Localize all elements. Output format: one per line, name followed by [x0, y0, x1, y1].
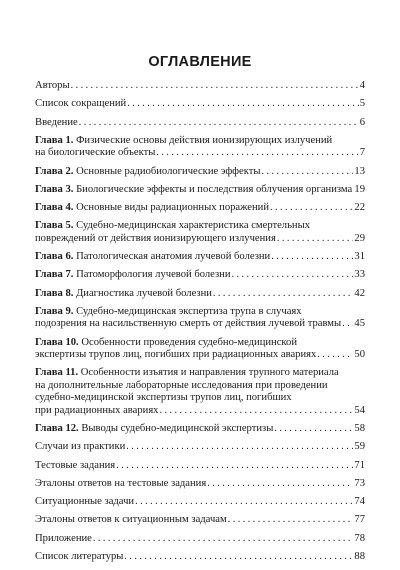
chapter-number: Глава 3.	[35, 183, 74, 195]
entry-title: Патоморфология лучевой болезни	[76, 269, 231, 281]
toc-entry	[35, 306, 365, 331]
entry-title: при радиационных авариях	[35, 404, 159, 416]
entry-title-line: Судебно-медицинская экспертиза трупа в случаях	[76, 306, 302, 318]
chapter-number: Глава 1.	[35, 134, 74, 146]
dot-leader	[271, 251, 353, 263]
entry-title: Случаи из практики	[35, 441, 126, 453]
page-number: 6	[359, 116, 365, 128]
dot-leader	[274, 423, 353, 435]
dot-leader	[116, 460, 353, 472]
entry-title: повреждений от действия ионизирующего излучения	[35, 232, 276, 244]
entry-title: Список литературы	[35, 551, 124, 563]
dot-leader	[277, 233, 354, 245]
chapter-number: Глава 12.	[35, 423, 79, 434]
entry-title: Список сокращений	[35, 98, 127, 110]
toc-entry	[35, 514, 365, 526]
chapter-number: Глава 4.	[35, 202, 74, 214]
entry-title: Приложение	[35, 532, 92, 544]
toc-entry	[35, 533, 365, 545]
dot-leader	[228, 514, 354, 526]
toc-entry	[35, 288, 365, 300]
page-number: 33	[354, 269, 365, 281]
entry-title: Основные радиобиологические эффекты	[76, 165, 261, 177]
page-number: 88	[354, 551, 365, 563]
dot-leader	[79, 117, 359, 129]
chapter-number: Глава 11.	[35, 367, 79, 379]
entry-title: Основные виды радиационных поражений	[76, 202, 270, 214]
entry-title-line: Физические основы действия ионизирующих излучений	[76, 134, 333, 146]
toc-entry	[35, 80, 365, 92]
page-number: 78	[354, 532, 365, 544]
chapter-number: Глава 2.	[35, 165, 74, 177]
dot-leader	[124, 551, 353, 563]
page-number: 31	[354, 251, 365, 263]
dot-leader	[71, 80, 359, 92]
toc-entry	[35, 117, 365, 129]
toc-entry	[35, 135, 365, 160]
entry-title: Тестовые задания	[35, 459, 116, 471]
page-number: 42	[354, 287, 365, 299]
entry-title-line: судебно-медицинской экспертизы трупов лиц, погибших	[35, 392, 292, 404]
entry-title-line: на дополнительные лабораторные исследования при проведении	[35, 379, 328, 391]
chapter-number: Глава 10.	[35, 336, 79, 348]
entry-title: на биологические объекты	[35, 147, 156, 159]
chapter-number: Глава 5.	[35, 220, 74, 232]
page-number: 77	[354, 514, 365, 526]
entry-title: Эталоны ответов к ситуационным задачам	[35, 514, 227, 526]
page-number: 54	[354, 404, 365, 416]
entry-title: Авторы	[35, 80, 70, 91]
entry-title-line: Судебно-медицинская характеристика смертельных	[76, 220, 311, 232]
toc-entry	[35, 202, 365, 214]
toc-entry	[35, 220, 365, 245]
page-number: 7	[359, 147, 365, 159]
entry-title: Эталоны ответов на тестовые задания	[35, 477, 207, 489]
dot-leader	[135, 496, 353, 508]
dot-leader	[232, 269, 354, 281]
toc-entry	[35, 251, 365, 263]
entry-title: Патологическая анатомия лучевой болезни	[76, 251, 271, 263]
chapter-number: Глава 6.	[35, 251, 74, 263]
page-number: 58	[354, 423, 365, 434]
page-number: 50	[354, 349, 365, 361]
dot-leader	[126, 441, 353, 453]
page-number: 71	[354, 459, 365, 471]
toc-entry	[35, 367, 365, 417]
dot-leader	[317, 349, 353, 361]
entry-title: экспертизы трупов лиц, погибших при радиационных авариях	[35, 349, 317, 361]
toc-entry	[35, 184, 365, 196]
page-number: 73	[354, 477, 365, 489]
entry-title-line: Особенности изъятия и направления трупного материала	[80, 367, 339, 379]
toc-entry	[35, 337, 365, 362]
dot-leader	[270, 202, 353, 214]
page-number: 4	[359, 80, 365, 91]
dot-leader	[159, 405, 353, 417]
dot-leader	[213, 288, 353, 300]
toc-entry	[35, 478, 365, 490]
dot-leader	[93, 533, 354, 545]
dot-leader	[127, 98, 358, 110]
entry-title: Биологические эффекты и последствия облучения организма	[76, 183, 353, 195]
table-of-contents	[35, 80, 365, 569]
entry-title: Диагностика лучевой болезни	[76, 287, 212, 299]
toc-entry	[35, 551, 365, 563]
page-number: 22	[354, 202, 365, 214]
dot-leader	[156, 147, 358, 159]
entry-title-line: Особенности проведения судебно-медицинской	[81, 336, 298, 348]
page-title: ОГЛАВЛЕНИЕ	[148, 54, 252, 70]
toc-entry	[35, 496, 365, 508]
toc-entry	[35, 166, 365, 178]
entry-title: Ситуационные задачи	[35, 496, 135, 508]
entry-title: подозрения на насильственную смерть от действия лучевой травмы	[35, 318, 342, 330]
page-number: 59	[354, 441, 365, 453]
dot-leader	[207, 478, 353, 490]
toc-entry	[35, 269, 365, 281]
dot-leader	[261, 166, 353, 178]
page-number: 5	[359, 98, 365, 110]
page-number: 45	[354, 318, 365, 330]
page-number: 13	[354, 165, 365, 177]
toc-entry	[35, 98, 365, 110]
toc-entry	[35, 423, 365, 435]
entry-title: Выводы судебно-медицинской экспертизы	[81, 423, 274, 434]
toc-entry	[35, 441, 365, 453]
toc-entry	[35, 460, 365, 472]
page-number: 74	[354, 496, 365, 508]
page-number: 29	[354, 232, 365, 244]
dot-leader	[342, 318, 353, 330]
chapter-number: Глава 7.	[35, 269, 74, 281]
entry-title: Введение	[35, 116, 78, 128]
page-number: 19	[354, 183, 365, 195]
chapter-number: Глава 8.	[35, 287, 74, 299]
chapter-number: Глава 9.	[35, 306, 74, 318]
